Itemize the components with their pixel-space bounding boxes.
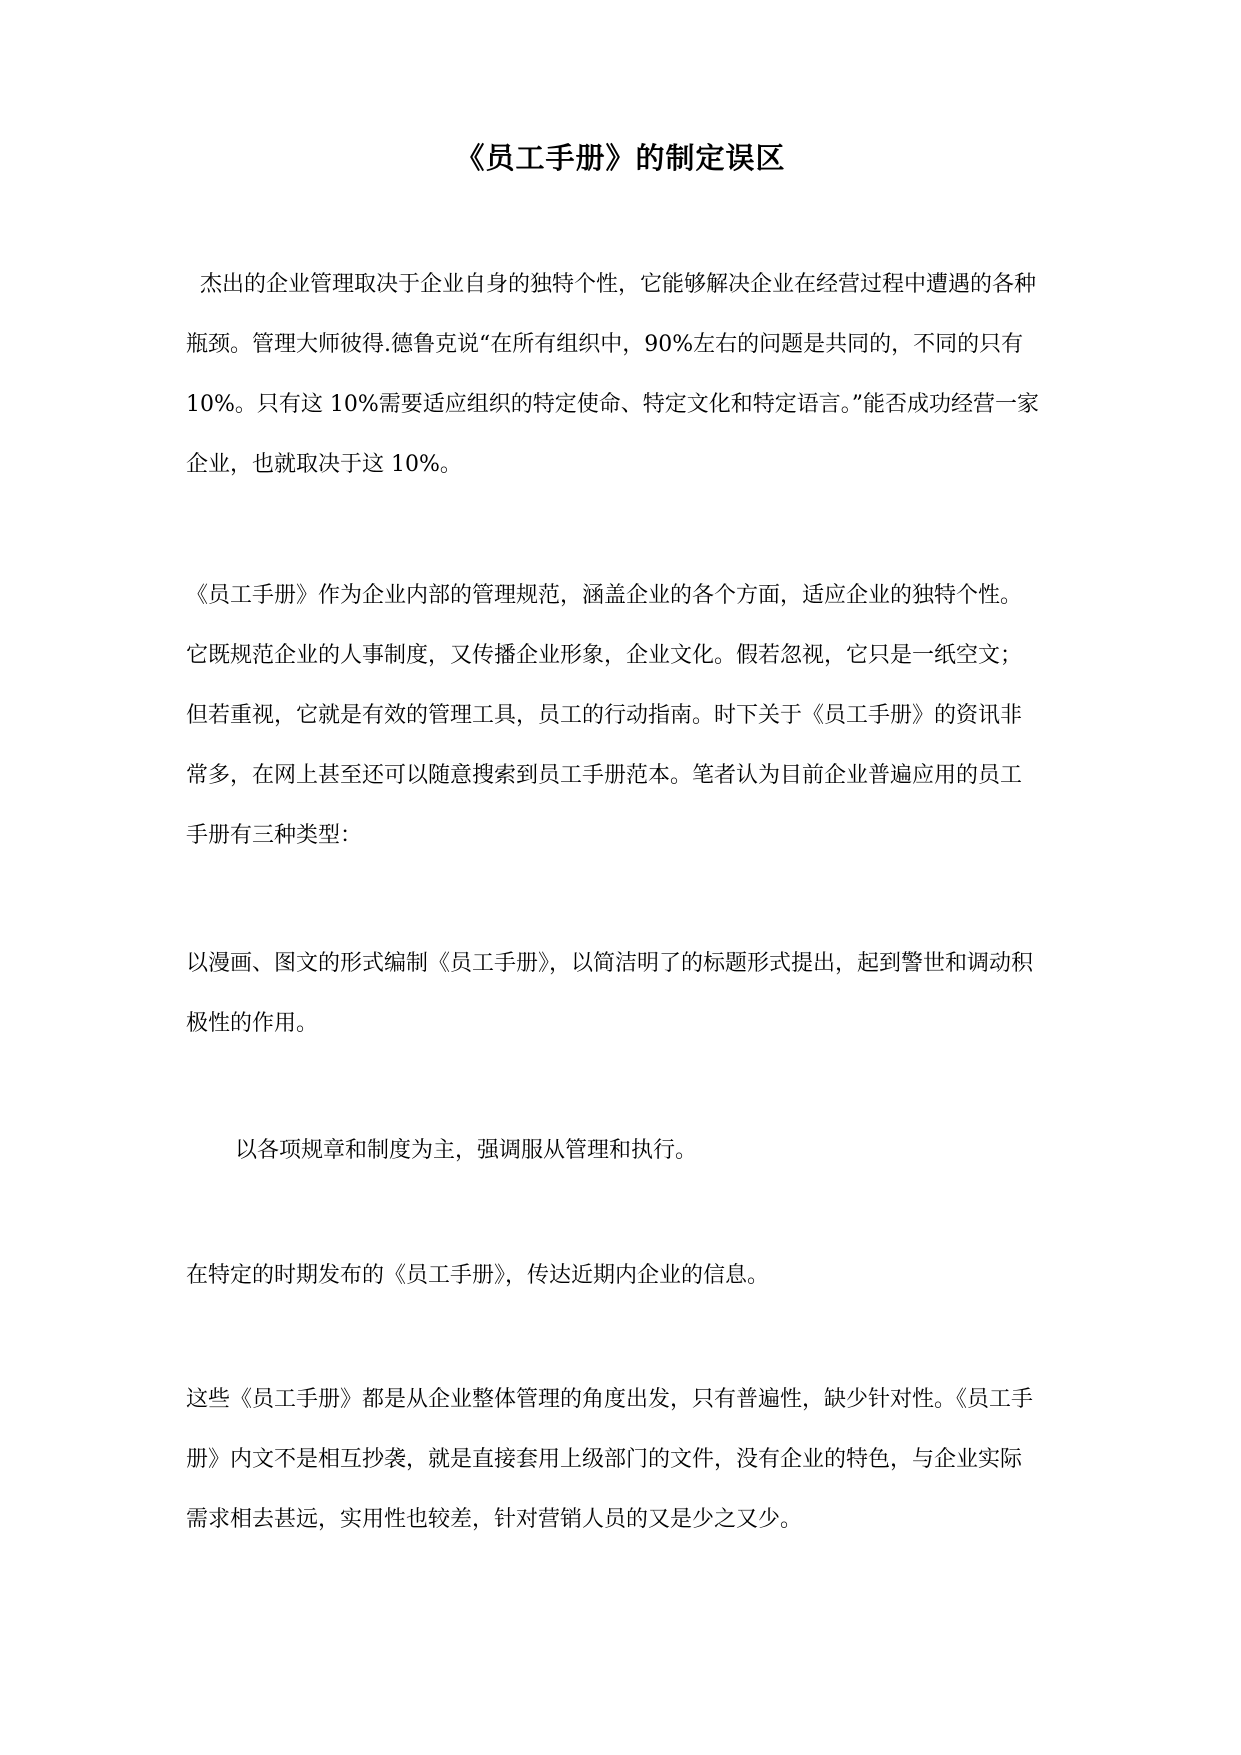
paragraph-line: 常多，在网上甚至还可以随意搜索到员工手册范本。笔者认为目前企业普遍应用的员工 [186, 763, 1023, 788]
paragraph-type-two [186, 1121, 1146, 1181]
paragraph-line: 10%。只有这 10%需要适应组织的特定使命、特定文化和特定语言。”能否成功经营一家 [186, 392, 1040, 417]
paragraph-conclusion [186, 1370, 1146, 1550]
paragraph-line: 企业，也就取决于这 10%。 [186, 452, 462, 477]
paragraph-line: 极性的作用。 [186, 1011, 319, 1036]
paragraph-line: 瓶颈。管理大师彼得.德鲁克说“在所有组织中，90%左右的问题是共同的，不同的只有 [186, 332, 1024, 357]
paragraph-type-one [186, 934, 1146, 1054]
paragraph-line: 《员工手册》作为企业内部的管理规范，涵盖企业的各个方面，适应企业的独特个性。 [186, 583, 1023, 608]
paragraph-line: 但若重视，它就是有效的管理工具，员工的行动指南。时下关于《员工手册》的资讯非 [186, 703, 1023, 728]
document-title: 《员工手册》的制定误区 [455, 141, 786, 175]
paragraph-line: 手册有三种类型： [186, 823, 363, 848]
paragraph-type-three [186, 1246, 1146, 1306]
paragraph-line: 在特定的时期发布的《员工手册》，传达近期内企业的信息。 [186, 1263, 770, 1288]
paragraph-intro [186, 255, 1146, 495]
paragraph-line: 它既规范企业的人事制度，又传播企业形象，企业文化。假若忽视，它只是一纸空文； [186, 643, 1023, 668]
paragraph-line: 以漫画、图文的形式编制《员工手册》，以简洁明了的标题形式提出，起到警世和调动积 [186, 951, 1034, 976]
paragraph-handbook-role [186, 566, 1146, 866]
paragraph-line: 需求相去甚远，实用性也较差，针对营销人员的又是少之又少。 [186, 1507, 803, 1532]
paragraph-line: 这些《员工手册》都是从企业整体管理的角度出发，只有普遍性，缺少针对性。《员工手 [186, 1387, 1034, 1412]
paragraph-line: 杰出的企业管理取决于企业自身的独特个性，它能够解决企业在经营过程中遭遇的各种 [186, 272, 1036, 297]
paragraph-line: 册》内文不是相互抄袭，就是直接套用上级部门的文件，没有企业的特色，与企业实际 [186, 1447, 1023, 1472]
paragraph-line: 以各项规章和制度为主，强调服从管理和执行。 [186, 1138, 697, 1163]
